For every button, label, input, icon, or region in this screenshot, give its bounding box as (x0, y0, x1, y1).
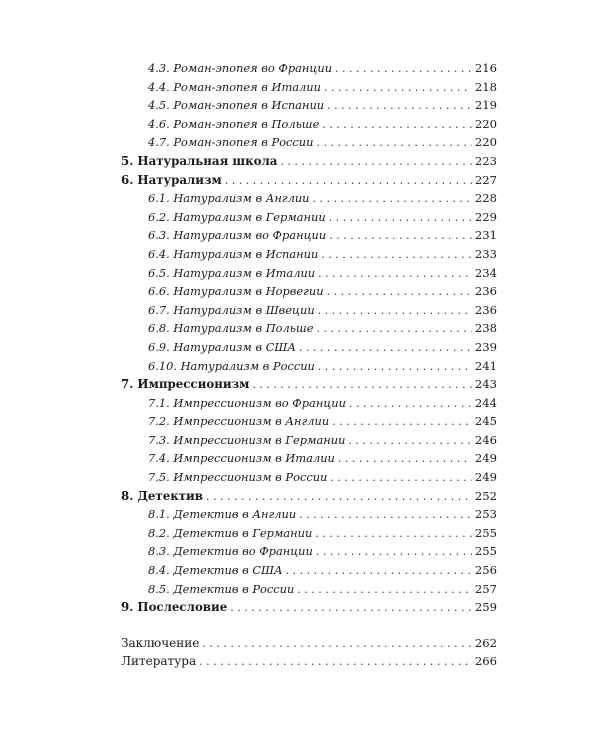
dot-leader (322, 116, 472, 135)
toc-chapter[interactable] (121, 487, 497, 506)
toc-chapter[interactable] (121, 375, 497, 394)
dot-leader (315, 525, 472, 544)
dot-leader (349, 395, 472, 414)
toc-entry-title: 6.4. Натурализм в Испании (148, 246, 319, 261)
toc-page-number: 249 (474, 451, 497, 466)
toc-entry[interactable] (121, 208, 497, 227)
toc-entry[interactable] (121, 96, 497, 115)
toc-entry-title: 4.4. Роман-эпопея в Италии (148, 79, 321, 94)
toc-page-number: 229 (474, 209, 497, 224)
toc-entry-title: 6.9. Натурализм в США (148, 339, 297, 354)
toc-entry-title: 4.6. Роман-эпопея в Польше (148, 116, 320, 131)
toc-entry[interactable] (121, 189, 497, 208)
toc-entry-title: 8.2. Детектив в Германии (148, 525, 313, 540)
toc-entry[interactable] (121, 561, 497, 580)
dot-leader (329, 227, 472, 246)
toc-page-number: 256 (474, 563, 497, 578)
dot-leader (318, 302, 472, 321)
toc-chapter[interactable] (121, 152, 497, 171)
dot-leader (316, 543, 472, 562)
toc-page-number: 244 (474, 395, 497, 410)
toc-entry-title: 6.8. Натурализм в Польше (148, 321, 314, 336)
toc-entry-title: 8.4. Детектив в США (148, 563, 283, 578)
dot-leader (202, 635, 472, 654)
toc-entry[interactable] (121, 133, 497, 152)
toc-entry[interactable] (121, 524, 497, 543)
dot-leader (299, 506, 472, 525)
toc-entry[interactable] (121, 301, 497, 320)
toc-chapter-title: 5. Натуральная школа (121, 153, 278, 168)
toc-page-number: 233 (474, 246, 497, 261)
dot-leader (348, 432, 471, 451)
toc-entry[interactable] (121, 505, 497, 524)
dot-leader (252, 376, 472, 395)
toc-entry[interactable] (121, 282, 497, 301)
toc-entry[interactable] (121, 357, 497, 376)
toc-page-number: 234 (474, 265, 497, 280)
toc-page-number: 218 (474, 79, 497, 94)
toc-chapter-title: 9. Послесловие (121, 600, 228, 615)
toc-page-number: 257 (474, 581, 497, 596)
dot-leader (327, 283, 472, 302)
toc-page-number: 238 (474, 321, 497, 336)
dot-leader (316, 320, 471, 339)
toc-entry[interactable] (121, 319, 497, 338)
toc-chapter-title: 7. Импрессионизм (121, 377, 250, 392)
dot-leader (225, 172, 472, 191)
dot-leader (332, 413, 472, 432)
toc-entry[interactable] (121, 59, 497, 78)
dot-leader (316, 134, 471, 153)
toc-chapter-title: 6. Натурализм (121, 172, 222, 187)
toc-entry[interactable] (121, 449, 497, 468)
toc-page-number: 266 (474, 654, 497, 669)
toc-entry-title: 6.7. Натурализм в Швеции (148, 302, 315, 317)
toc-page-number: 216 (474, 61, 497, 75)
toc-page-number: 249 (474, 470, 497, 485)
toc-entry[interactable] (121, 542, 497, 561)
dot-leader (299, 339, 472, 358)
dot-leader (286, 562, 472, 581)
table-of-contents (121, 59, 497, 671)
toc-page-number: 236 (474, 302, 497, 317)
toc-entry[interactable] (121, 245, 497, 264)
toc-entry-title: 6.6. Натурализм в Норвегии (148, 284, 324, 299)
toc-page-number: 253 (474, 507, 497, 522)
toc-entry-title: 8.5. Детектив в России (148, 581, 295, 596)
toc-entry-title: 7.4. Импрессионизм в Италии (148, 451, 335, 466)
toc-page-number: 223 (474, 153, 497, 168)
toc-entry-title: 4.3. Роман-эпопея во Франции (148, 61, 333, 75)
dot-leader (318, 265, 472, 284)
dot-leader (297, 581, 472, 600)
toc-entry-title: 4.7. Роман-эпопея в России (148, 135, 314, 150)
dot-leader (324, 79, 472, 98)
toc-back-matter-entry[interactable] (121, 634, 497, 653)
toc-entry-title: 7.2. Импрессионизм в Англии (148, 414, 330, 429)
dot-leader (335, 60, 472, 79)
toc-page-number: 243 (474, 377, 497, 392)
toc-page-number: 255 (474, 544, 497, 559)
toc-page-number: 220 (474, 116, 497, 131)
toc-entry-title: 7.3. Импрессионизм в Германии (148, 432, 346, 447)
toc-back-matter-title: Литература (121, 654, 197, 669)
section-spacer (121, 617, 497, 634)
toc-entry[interactable] (121, 338, 497, 357)
toc-entry-title: 6.3. Натурализм во Франции (148, 228, 327, 243)
toc-page-number: 236 (474, 284, 497, 299)
dot-leader (329, 209, 472, 228)
toc-entry[interactable] (121, 580, 497, 599)
toc-page-number: 219 (474, 98, 497, 113)
toc-entry[interactable] (121, 78, 497, 97)
toc-entry[interactable] (121, 468, 497, 487)
toc-page-number: 255 (474, 525, 497, 540)
toc-entry-title: 4.5. Роман-эпопея в Испании (148, 98, 325, 113)
toc-page-number: 262 (474, 635, 497, 650)
dot-leader (318, 358, 472, 377)
toc-page-number: 239 (474, 339, 497, 354)
toc-entry-title: 7.5. Импрессионизм в России (148, 470, 328, 485)
toc-entry-title: 6.2. Натурализм в Германии (148, 209, 326, 224)
dot-leader (327, 97, 472, 116)
toc-page-number: 245 (474, 414, 497, 429)
toc-entry[interactable] (121, 264, 497, 283)
dot-leader (313, 190, 472, 209)
toc-back-matter-title: Заключение (121, 635, 200, 650)
toc-page-number: 246 (474, 432, 497, 447)
toc-entry-title: 6.10. Натурализм в России (148, 358, 315, 373)
toc-chapter[interactable] (121, 598, 497, 617)
toc-entry[interactable] (121, 394, 497, 413)
toc-chapter-title: 8. Детектив (121, 488, 204, 503)
toc-page-number: 227 (474, 172, 497, 187)
toc-page-number: 220 (474, 135, 497, 150)
toc-entry-title: 7.1. Импрессионизм во Франции (148, 395, 346, 410)
dot-leader (206, 488, 472, 507)
toc-page-number: 228 (474, 191, 497, 206)
toc-chapter[interactable] (121, 171, 497, 190)
toc-entry-title: 6.5. Натурализм в Италии (148, 265, 316, 280)
toc-entry[interactable] (121, 115, 497, 134)
dot-leader (330, 469, 471, 488)
toc-page-number: 252 (474, 488, 497, 503)
toc-entry[interactable] (121, 412, 497, 431)
toc-entry[interactable] (121, 226, 497, 245)
dot-leader (199, 653, 472, 672)
toc-entry-title: 8.1. Детектив в Англии (148, 507, 297, 522)
toc-page-number: 259 (474, 600, 497, 615)
dot-leader (230, 599, 472, 618)
toc-entry-title: 8.3. Детектив во Франции (148, 544, 313, 559)
toc-entry-title: 6.1. Натурализм в Англии (148, 191, 310, 206)
toc-entry[interactable] (121, 431, 497, 450)
toc-back-matter-entry[interactable] (121, 652, 497, 671)
dot-leader (280, 153, 471, 172)
dot-leader (338, 450, 472, 469)
toc-page-number: 241 (474, 358, 497, 373)
toc-page-number: 231 (474, 228, 497, 243)
dot-leader (321, 246, 472, 265)
